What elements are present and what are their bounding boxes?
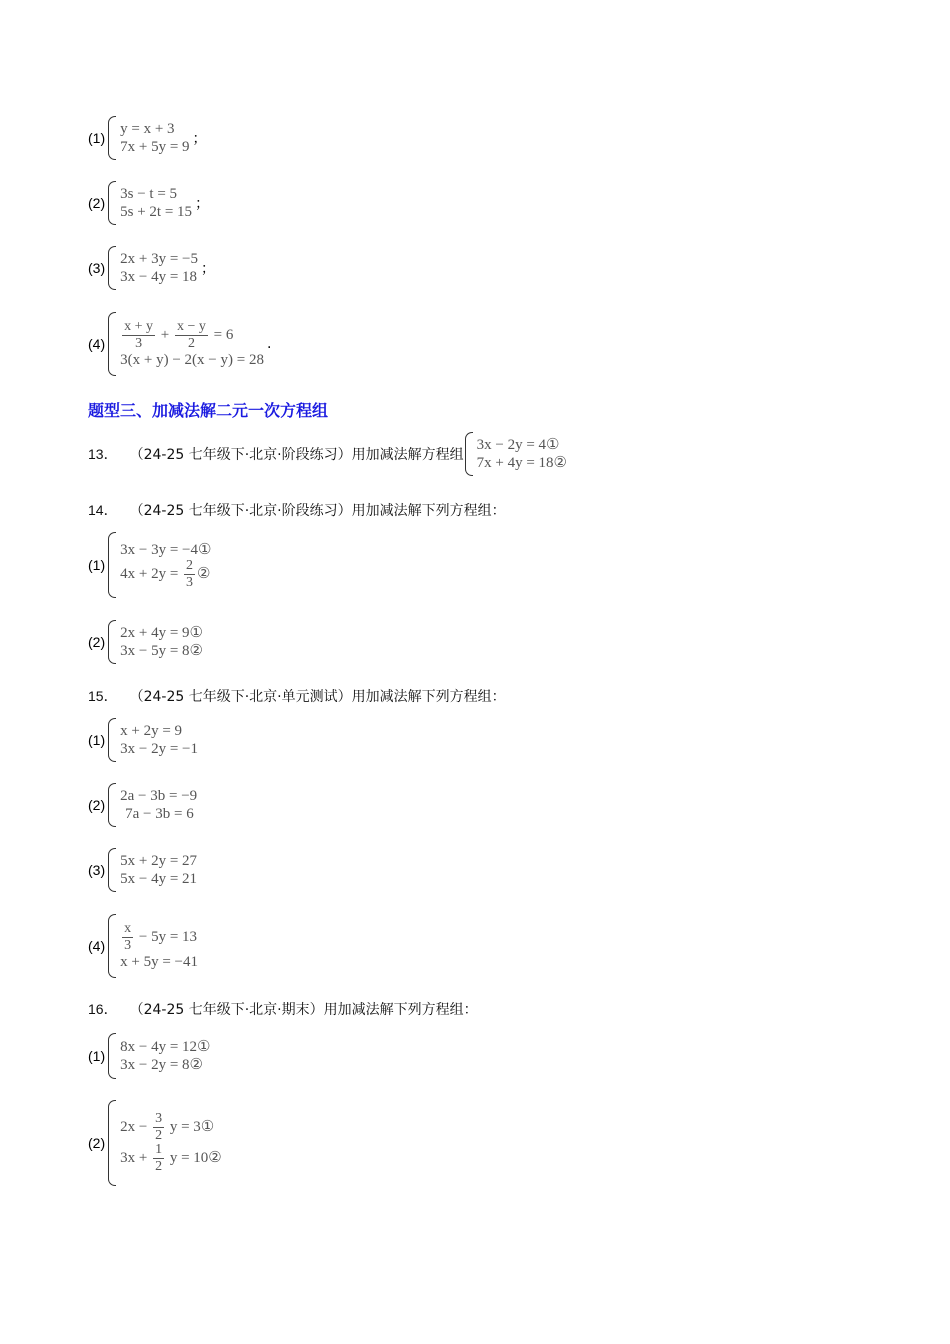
question-text: （24-25 七年级下·北京·单元测试）用加减法解下列方程组：: [129, 689, 506, 705]
system-a4: [88, 312, 271, 376]
question-16: [88, 999, 478, 1019]
item-label: (4): [88, 336, 106, 352]
system-15-2: [88, 783, 197, 827]
numerator: x: [124, 920, 132, 936]
equation: 3x − 2y = 8②: [120, 1057, 203, 1073]
system-14-1: [88, 532, 211, 598]
brace: [108, 1100, 116, 1186]
question-13: [88, 432, 567, 476]
equation: 3x − 4y = 18: [120, 269, 198, 285]
numerator: x + y: [124, 318, 154, 334]
system-15-1: [88, 718, 198, 762]
equation: 3(x + y) − 2(x − y) = 28: [120, 351, 264, 368]
question-text: （24-25 七年级下·北京·阶段练习）用加减法解方程组: [129, 447, 464, 463]
item-label: (3): [88, 862, 106, 878]
brace: [108, 783, 116, 827]
fraction: [175, 320, 208, 351]
punctuation: ；: [192, 131, 207, 147]
operator: +: [160, 326, 170, 343]
numerator: 3: [155, 1111, 163, 1126]
question-number: 13．: [88, 446, 118, 462]
fraction: [184, 559, 195, 590]
equation-lhs: 4x + 2y =: [120, 565, 179, 582]
item-label: (1): [88, 130, 106, 146]
equation: 8x − 4y = 12①: [120, 1039, 211, 1055]
equation: [120, 1112, 222, 1143]
brace: [108, 848, 116, 892]
numerator: 2: [186, 557, 194, 573]
equation-rest: − 5y = 13: [138, 928, 198, 945]
equation: 2x + 4y = 9①: [120, 625, 203, 641]
equation: 3x − 2y = −1: [120, 741, 199, 757]
brace: [108, 914, 116, 978]
item-label: (1): [88, 732, 106, 748]
equation: 2x + 3y = −5: [120, 251, 199, 267]
equation: x + 5y = −41: [120, 953, 199, 970]
equation: 7x + 5y = 9: [120, 139, 190, 155]
punctuation: ；: [195, 196, 210, 212]
question-text: （24-25 七年级下·北京·期末）用加减法解下列方程组：: [129, 1002, 478, 1018]
equation: 3s − t = 5: [120, 186, 178, 202]
section-heading: 题型三、加减法解二元一次方程组: [88, 401, 329, 420]
system-13: [464, 432, 567, 476]
punctuation: .: [266, 336, 272, 352]
equation-rest: y = 10②: [169, 1149, 222, 1166]
denominator: 2: [155, 1128, 163, 1143]
circled-number: ②: [197, 565, 211, 582]
equation: [120, 922, 198, 953]
denominator: 2: [155, 1159, 163, 1174]
numerator: x − y: [177, 318, 206, 334]
fraction: [153, 1143, 164, 1174]
item-label: (3): [88, 260, 106, 276]
equation: 3x − 3y = −4①: [120, 541, 212, 558]
brace: [108, 532, 116, 598]
item-label: (2): [88, 634, 106, 650]
numerator: 1: [155, 1142, 163, 1157]
brace: [108, 1033, 116, 1079]
brace: [108, 181, 116, 225]
question-number: 15．: [88, 688, 118, 704]
denominator: 3: [186, 574, 194, 590]
fraction: [122, 922, 133, 953]
item-label: (2): [88, 1135, 106, 1151]
punctuation: ；: [201, 261, 216, 277]
equation: [120, 559, 211, 590]
equation: 3x − 5y = 8②: [120, 643, 203, 659]
denominator: 3: [135, 335, 143, 351]
equation: [120, 320, 264, 351]
equation: 5x − 4y = 21: [120, 871, 198, 887]
question-14: [88, 500, 506, 520]
brace: [108, 620, 116, 664]
system-14-2: [88, 620, 203, 664]
item-label: (1): [88, 1048, 106, 1064]
equation: 5s + 2t = 15: [120, 204, 193, 220]
item-label: (4): [88, 938, 106, 954]
equation: 7a − 3b = 6: [125, 806, 194, 822]
system-a1: [88, 116, 207, 160]
equation: y = x + 3: [120, 121, 175, 137]
equation-lhs: 3x +: [120, 1149, 148, 1166]
equation-rhs: = 6: [213, 326, 234, 343]
brace: [108, 246, 116, 290]
system-a2: [88, 181, 209, 225]
brace: [108, 116, 116, 160]
question-number: 16．: [88, 1001, 118, 1017]
fraction: [122, 320, 155, 351]
equation: 3x − 2y = 4①: [476, 437, 560, 453]
brace: [465, 432, 473, 476]
brace: [108, 718, 116, 762]
system-15-3: [88, 848, 197, 892]
equation: x + 2y = 9: [120, 723, 183, 739]
question-15: [88, 686, 506, 706]
system-a3: [88, 246, 215, 290]
question-number: 14．: [88, 502, 118, 518]
equation: 5x + 2y = 27: [120, 853, 198, 869]
item-label: (2): [88, 797, 106, 813]
denominator: 2: [187, 335, 195, 351]
fraction: [153, 1112, 164, 1143]
system-15-4: [88, 914, 198, 978]
system-16-1: [88, 1033, 211, 1079]
equation: 7x + 4y = 18②: [476, 455, 567, 471]
system-16-2: [88, 1100, 222, 1186]
item-label: (1): [88, 557, 106, 573]
item-label: (2): [88, 195, 106, 211]
equation: 2a − 3b = −9: [120, 788, 198, 804]
equation-rest: y = 3①: [169, 1118, 215, 1135]
question-text: （24-25 七年级下·北京·阶段练习）用加减法解下列方程组：: [129, 503, 506, 519]
equation: [120, 1143, 222, 1174]
brace: [108, 312, 116, 376]
denominator: 3: [124, 937, 132, 953]
equation-lhs: 2x −: [120, 1118, 148, 1135]
